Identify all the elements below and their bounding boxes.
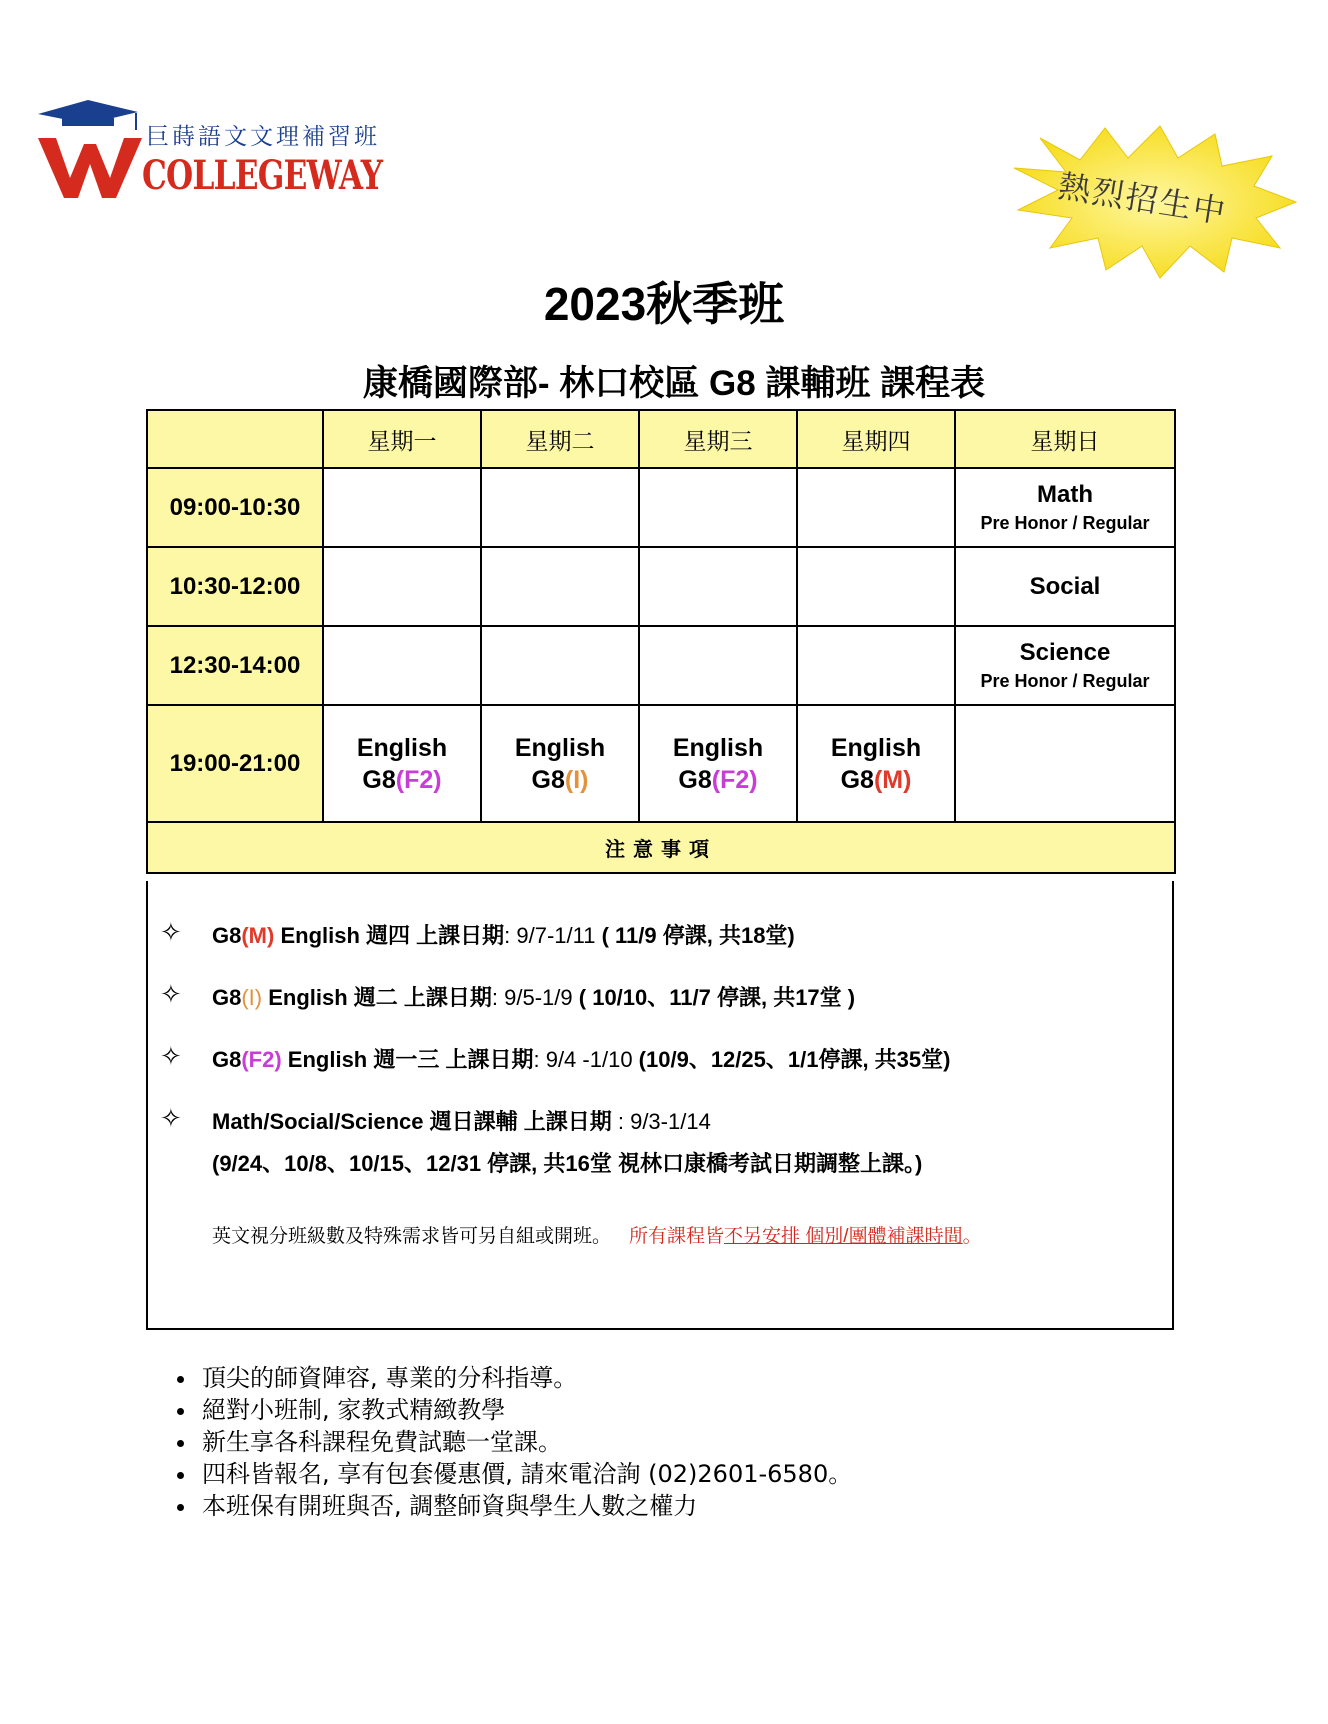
four-point-star-icon: ✧: [160, 1041, 182, 1071]
enrollment-badge: [1010, 120, 1300, 280]
time-slot: 10:30-12:00: [147, 547, 323, 626]
schedule-table: [146, 409, 1176, 874]
class-cell: [955, 468, 1175, 547]
notes-box: [146, 881, 1174, 1330]
class-cell: [639, 705, 797, 822]
empty-cell: [481, 468, 639, 547]
empty-cell: [323, 468, 481, 547]
empty-cell: [323, 547, 481, 626]
class-cell: [323, 705, 481, 822]
day-header: 星期四: [797, 410, 955, 468]
note-dates: : 9/4 -1/10: [533, 1047, 639, 1072]
note-detail: ( 10/10、11/7 停課, 共17堂 ): [578, 985, 856, 1010]
empty-cell: [639, 468, 797, 547]
grade-label: G8: [362, 765, 396, 794]
level-label: (F2): [711, 765, 758, 794]
empty-cell: [323, 626, 481, 705]
remark-text: 英文視分班級數及特殊需求皆可另自組或開班。: [212, 1226, 612, 1247]
empty-cell: [481, 626, 639, 705]
note-grade: G8: [212, 923, 242, 948]
empty-cell: [481, 547, 639, 626]
remark-warning-end: 。: [962, 1226, 982, 1247]
day-header: 星期一: [323, 410, 481, 468]
badge-text: 熱烈招生中: [1055, 166, 1230, 232]
subject-name: English: [672, 733, 764, 762]
note-grade: G8: [212, 1047, 242, 1072]
list-item: • 四科皆報名, 享有包套優惠價, 請來電洽詢 (02)2601-6580。: [198, 1458, 852, 1490]
note-course: English 週四 上課日期: [274, 923, 505, 948]
table-row: [147, 547, 1175, 626]
note-detail: (9/24、10/8、10/15、12/31 停課, 共16堂 視林口康橋考試日期調整上課。): [212, 1151, 923, 1176]
empty-cell: [797, 547, 955, 626]
four-point-star-icon: ✧: [160, 979, 182, 1009]
note-dates: : 9/5-1/9: [491, 985, 579, 1010]
list-item: • 頂尖的師資陣容, 專業的分科指導。: [198, 1362, 852, 1394]
note-level: (M): [241, 923, 275, 948]
note-course: Math/Social/Science 週日課輔 上課日期: [212, 1109, 612, 1134]
empty-cell: [955, 705, 1175, 822]
day-header: 星期日: [955, 410, 1175, 468]
subject-name: English: [830, 733, 922, 762]
header-row: [147, 410, 1175, 468]
empty-cell: [639, 626, 797, 705]
level-label: (M): [873, 765, 912, 794]
remark-line: [212, 1221, 982, 1248]
day-header: 星期三: [639, 410, 797, 468]
note-dates: : 9/3-1/14: [611, 1109, 711, 1134]
notes-header-row: [147, 822, 1175, 873]
note-dates: : 9/7-1/11: [504, 923, 602, 948]
note-detail: (10/9、12/25、1/1停課, 共35堂): [638, 1047, 951, 1072]
four-point-star-icon: ✧: [160, 917, 182, 947]
logo-chinese-name: 巨蒔語文文理補習班: [146, 124, 380, 150]
class-cell: [797, 705, 955, 822]
time-slot: 09:00-10:30: [147, 468, 323, 547]
note-grade: G8: [212, 985, 242, 1010]
page-title: 2023秋季班: [543, 278, 785, 330]
page-subtitle: 康橋國際部- 林口校區 G8 課輔班 課程表: [362, 364, 986, 403]
note-course: English 週一三 上課日期: [281, 1047, 534, 1072]
subject-name: English: [356, 733, 448, 762]
grade-label: G8: [678, 765, 712, 794]
grade-label: G8: [531, 765, 565, 794]
empty-cell: [639, 547, 797, 626]
subject-level: Pre Honor / Regular: [980, 671, 1150, 691]
list-item: • 本班保有開班與否, 調整師資與學生人數之權力: [198, 1490, 852, 1522]
four-point-star-icon: ✧: [160, 1103, 182, 1133]
empty-cell: [797, 468, 955, 547]
subject-name: English: [514, 733, 606, 762]
collegeway-logo: [36, 100, 396, 210]
table-row: [147, 468, 1175, 547]
subject-name: Math: [1037, 481, 1093, 508]
empty-cell: [797, 626, 955, 705]
corner-cell: [147, 410, 323, 468]
note-level: (I): [241, 985, 263, 1010]
list-item: • 新生享各科課程免費試聽一堂課。: [198, 1426, 852, 1458]
subject-name: Science: [1019, 639, 1111, 666]
table-row: [147, 705, 1175, 822]
subject-level: Pre Honor / Regular: [980, 513, 1150, 533]
grade-label: G8: [840, 765, 874, 794]
perks-list: [156, 1362, 852, 1522]
subject-name: Social: [1029, 572, 1101, 600]
day-header: 星期二: [481, 410, 639, 468]
list-item: • 絕對小班制, 家教式精緻教學: [198, 1394, 852, 1426]
level-label: (F2): [395, 765, 442, 794]
note-detail: ( 11/9 停課, 共18堂): [601, 923, 795, 948]
notes-header: 注意事項: [147, 822, 1175, 873]
class-cell: [955, 626, 1175, 705]
time-slot: 19:00-21:00: [147, 705, 323, 822]
class-cell: [481, 705, 639, 822]
table-row: [147, 626, 1175, 705]
level-label: (I): [564, 765, 589, 794]
logo-english-name: COLLEGEWAY: [142, 152, 383, 199]
remark-warning: 所有課程皆: [629, 1226, 725, 1247]
note-course: English 週二 上課日期: [262, 985, 492, 1010]
class-cell: [955, 547, 1175, 626]
remark-warning-underlined: 不另安排 個別/團體補課時間: [724, 1226, 963, 1247]
graduation-cap-icon: [36, 100, 146, 210]
note-level: (F2): [241, 1047, 282, 1072]
time-slot: 12:30-14:00: [147, 626, 323, 705]
